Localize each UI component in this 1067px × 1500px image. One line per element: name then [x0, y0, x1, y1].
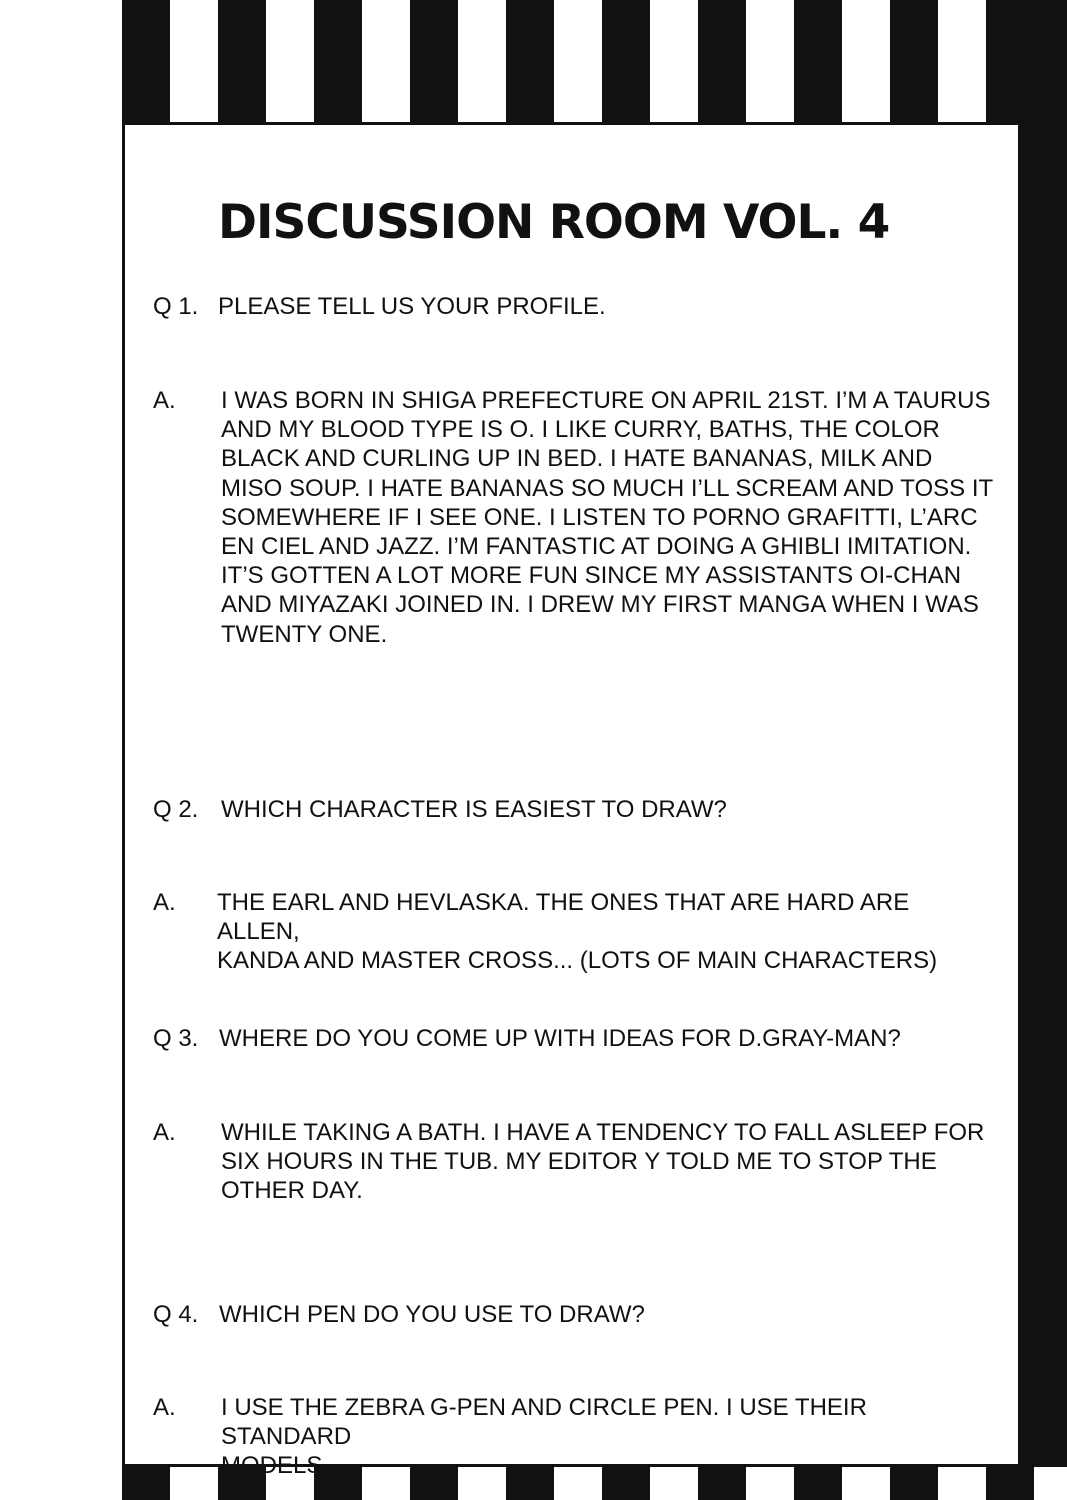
answer-text-1: I WAS BORN IN SHIGA PREFECTURE ON APRIL 21ST. I’M A TAURUS AND MY BLOOD TYPE IS O. I LIKE CURRY, BATHS, THE COLOR BLACK AND CURLING UP IN BED. I HATE BANANAS, MILK AND MISO SOUP. I HATE BANANAS SO MUCH I’LL SCREAM AND TOSS IT SOMEWHERE IF I SEE ONE. I LISTEN TO PORNO GRAFITTI, L’ARC EN CIEL AND JAZZ. I’M FANTASTIC AT DOING A GHIBLI IMITATION. IT’S GOTTEN A LOT MORE FUN SINCE MY ASSISTANTS OI-CHAN AND MIYAZAKI JOINED IN. I DREW MY FIRST MANGA WHEN I WAS TWENTY ONE. [221, 387, 994, 648]
answer-text-3: WHILE TAKING A BATH. I HAVE A TENDENCY TO FALL ASLEEP FOR SIX HOURS IN THE TUB. MY EDITOR Y TOLD ME TO STOP THE OTHER DAY. [221, 1119, 985, 1205]
question-text-1: PLEASE TELL US YOUR PROFILE. [218, 293, 606, 320]
question-text-3: WHERE DO YOU COME UP WITH IDEAS FOR D.GRAY-MAN? [219, 1025, 901, 1052]
answer-label-4: A. [153, 1394, 176, 1421]
answer-label-1: A. [153, 387, 176, 414]
top-stripe-border [122, 0, 1067, 124]
page-title: DISCUSSION ROOM VOL. 4 [218, 195, 890, 250]
answer-text-2: THE EARL AND HEVLASKA. THE ONES THAT ARE HARD ARE ALLEN, KANDA AND MASTER CROSS... (LOTS OF MAIN CHARACTERS) [217, 889, 938, 975]
question-label-2: Q 2. [153, 796, 199, 823]
answer-text-4: I USE THE ZEBRA G-PEN AND CIRCLE PEN. I USE THEIR STANDARD MODELS. [221, 1394, 867, 1480]
question-label-1: Q 1. [153, 293, 199, 320]
question-text-2: WHICH CHARACTER IS EASIEST TO DRAW? [221, 796, 727, 823]
right-black-border [1018, 0, 1067, 1500]
question-label-4: Q 4. [153, 1301, 199, 1328]
answer-label-3: A. [153, 1119, 176, 1146]
answer-label-2: A. [153, 889, 176, 916]
question-text-4: WHICH PEN DO YOU USE TO DRAW? [219, 1301, 645, 1328]
question-label-3: Q 3. [153, 1025, 199, 1052]
